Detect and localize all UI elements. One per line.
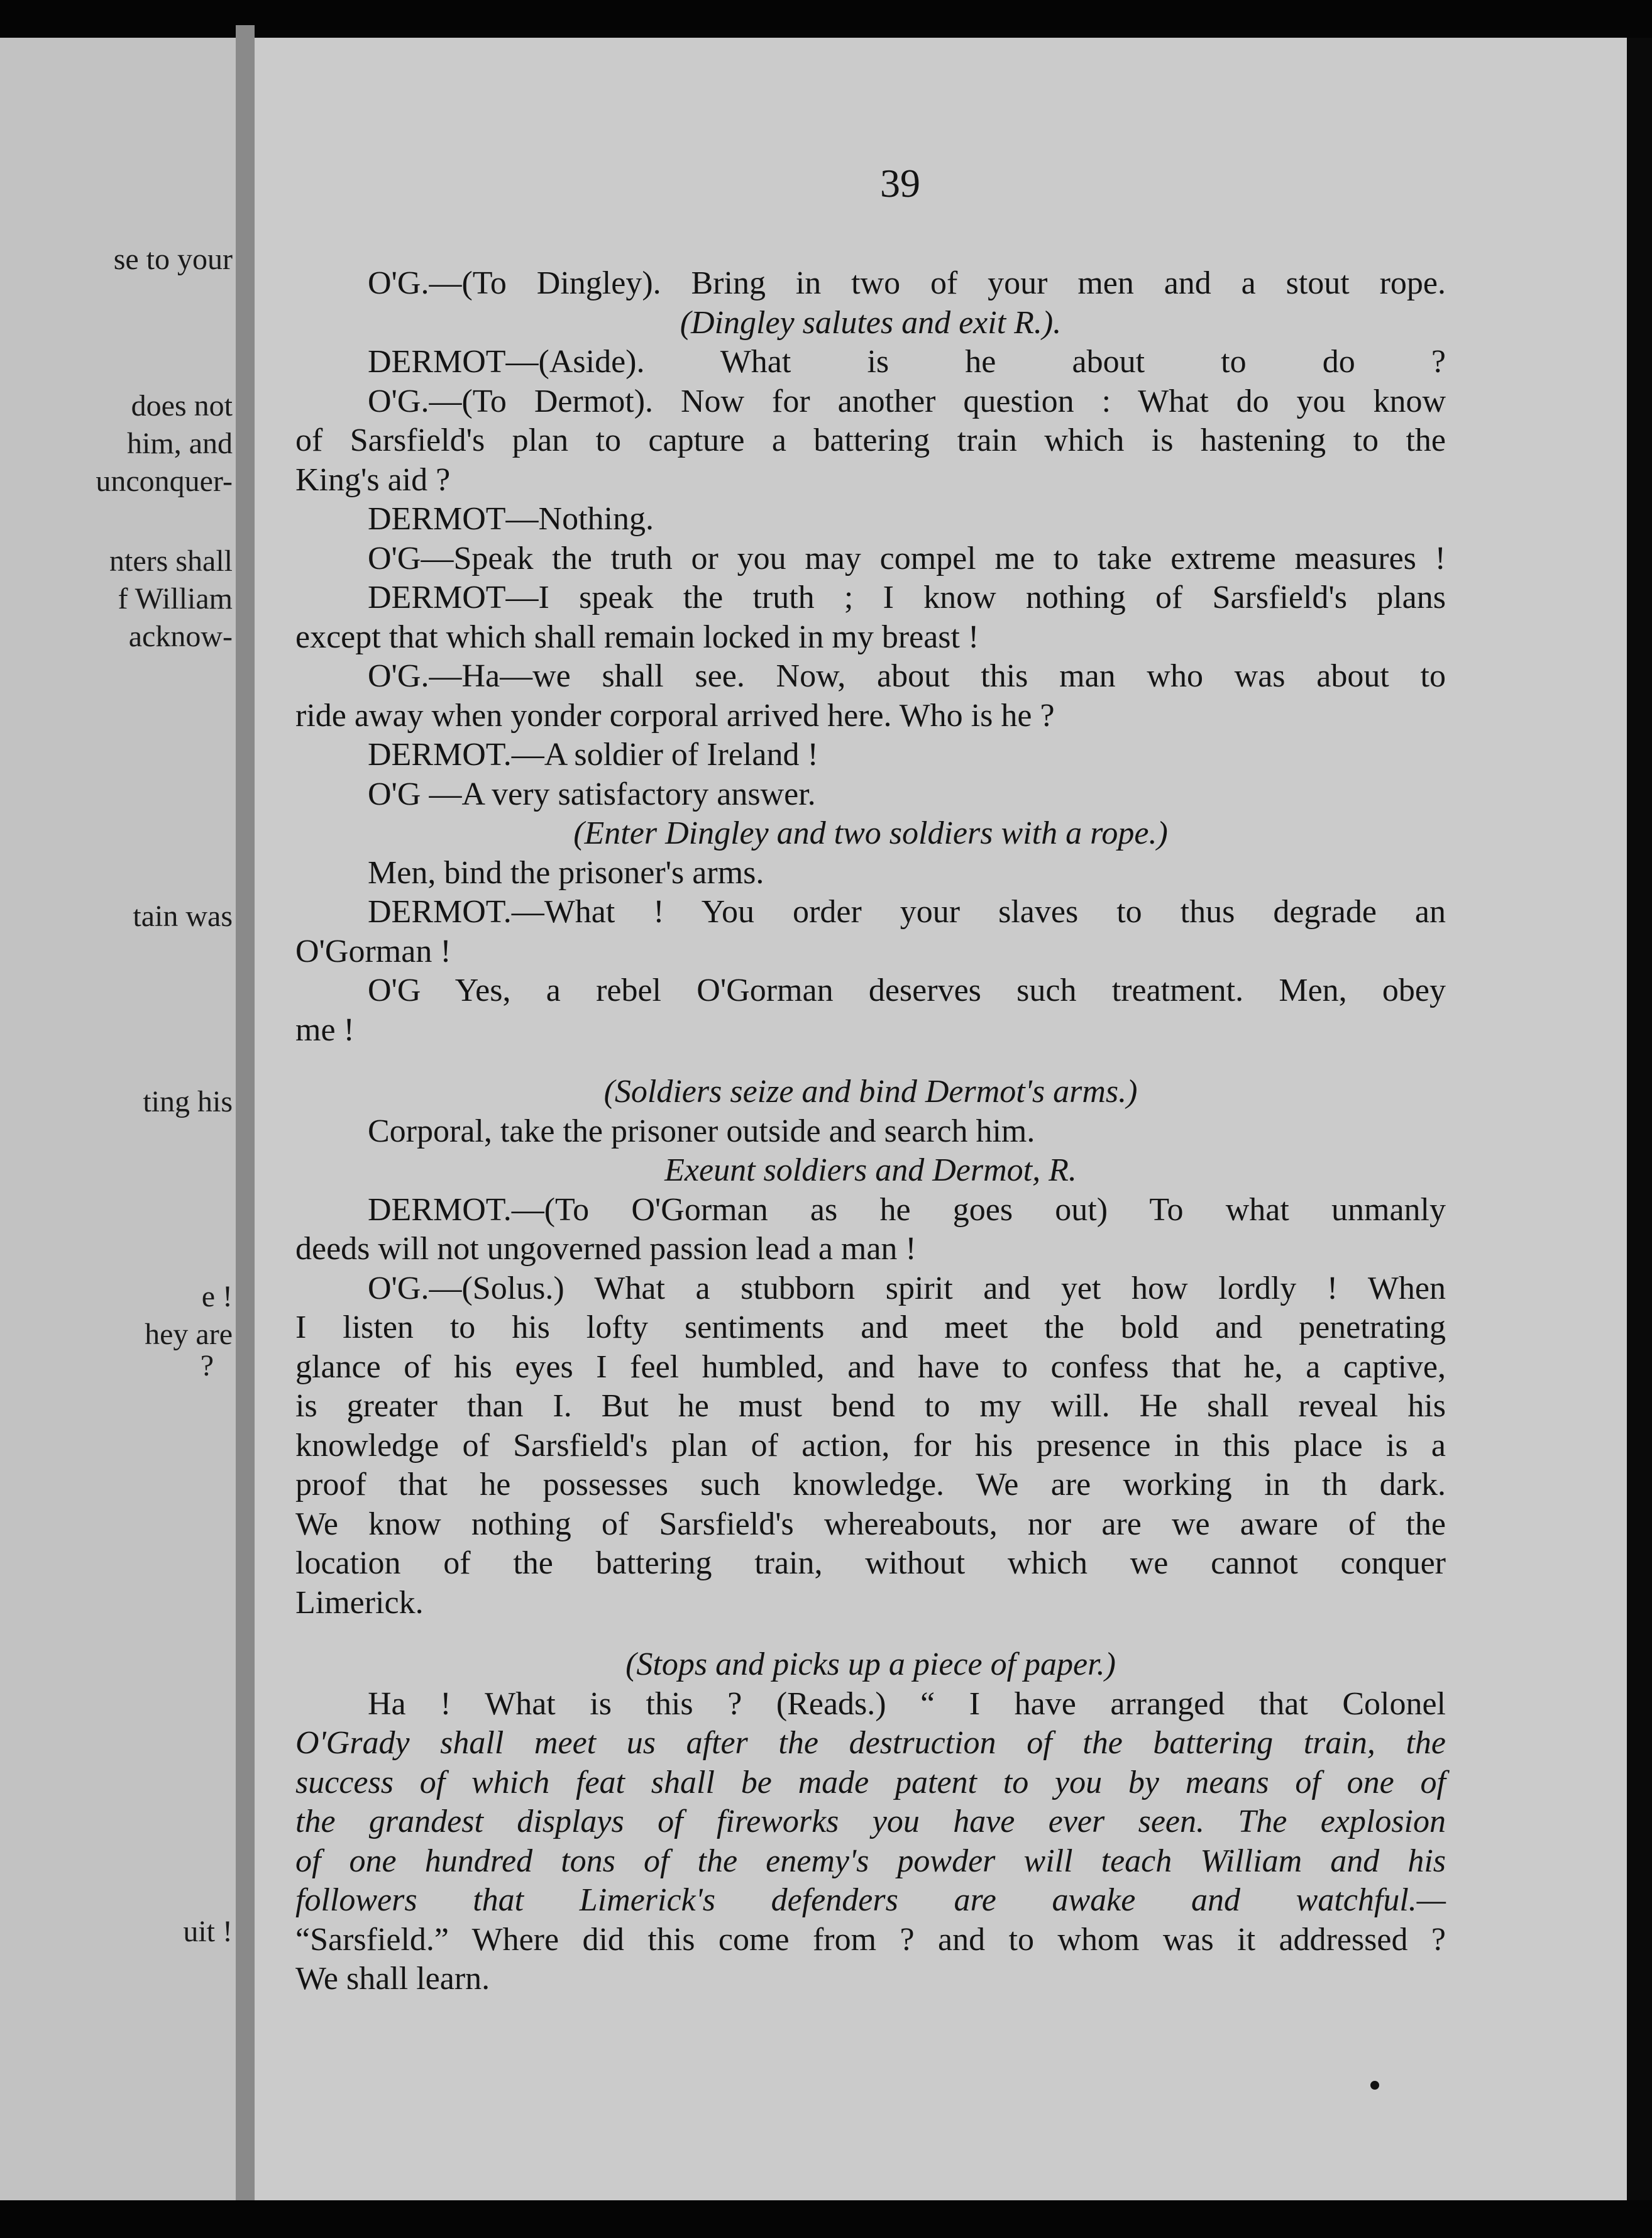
dialogue-line: We shall learn. xyxy=(295,1961,490,1997)
dialogue-line: DERMOT—(Aside). What is he about to do ? xyxy=(368,344,1446,380)
dialogue-line: Men, bind the prisoner's arms. xyxy=(368,854,764,891)
facing-text-fragment: unconquer- xyxy=(96,465,233,498)
dialogue-line: DERMOT—I speak the truth ; I know nothing of Sarsfield's plans xyxy=(368,580,1446,615)
dialogue-line: DERMOT—Nothing. xyxy=(368,501,654,537)
letter-text: the grandest displays of fireworks you have ever seen. The explosion xyxy=(295,1804,1446,1839)
facing-text-fragment: se to your xyxy=(113,243,233,276)
dialogue-line: King's aid ? xyxy=(295,461,451,498)
facing-text-fragment: nters shall xyxy=(109,544,233,578)
dialogue-line: of Sarsfield's plan to capture a battering train which is hastening to the xyxy=(295,422,1446,458)
dialogue-line: I listen to his lofty sentiments and meet the bold and penetrating xyxy=(295,1309,1446,1345)
stage-direction: (Enter Dingley and two soldiers with a rope.) xyxy=(573,815,1168,851)
dialogue-line: glance of his eyes I feel humbled, and have to confess that he, a captive, xyxy=(295,1348,1446,1385)
facing-text-fragment: uit ! xyxy=(183,1915,233,1948)
facing-page-fragment xyxy=(0,38,236,2200)
dialogue-line: O'G Yes, a rebel O'Gorman deserves such treatment. Men, obey xyxy=(368,973,1446,1008)
dialogue-line: location of the battering train, without which we cannot conquer xyxy=(295,1545,1446,1581)
stage-direction: Exeunt soldiers and Dermot, R. xyxy=(664,1152,1077,1188)
letter-text: followers that Limerick's defenders are awake and watchful.— xyxy=(295,1882,1446,1918)
dialogue-line: Limerick. xyxy=(295,1584,424,1621)
ink-spot xyxy=(1370,2081,1379,2090)
page-number: 39 xyxy=(880,161,920,206)
letter-text: success of which feat shall be made patent to you by means of one of xyxy=(295,1764,1446,1800)
dialogue-line: is greater than I. But he must bend to my will. He shall reveal his xyxy=(295,1388,1446,1424)
dialogue-line: Ha ! What is this ? (Reads.) “ I have arranged that Colonel xyxy=(368,1685,1446,1722)
facing-text-fragment: e ! xyxy=(201,1280,233,1313)
dialogue-line: me ! xyxy=(295,1012,355,1048)
dialogue-line: O'G.—(To Dermot). Now for another question : What do you know xyxy=(368,383,1446,419)
dialogue-line: O'G —A very satisfactory answer. xyxy=(368,776,816,812)
facing-text-fragment: f William xyxy=(118,582,233,615)
facing-text-fragment: tain was xyxy=(133,900,233,933)
dialogue-line: Corporal, take the prisoner outside and search him. xyxy=(368,1113,1035,1149)
stage-direction: (Dingley salutes and exit R.). xyxy=(680,304,1062,341)
scan-edge xyxy=(1627,38,1652,2200)
stage-direction: (Soldiers seize and bind Dermot's arms.) xyxy=(603,1074,1138,1110)
dialogue-line: O'G.—(Solus.) What a stubborn spirit and yet how lordly ! When xyxy=(368,1270,1446,1306)
facing-text-fragment: ting his xyxy=(143,1085,233,1118)
dialogue-line: ride away when yonder corporal arrived here. Who is he ? xyxy=(295,697,1055,734)
letter-text: O'Grady shall meet us after the destruction of the battering train, the xyxy=(295,1725,1446,1761)
dialogue-line: O'G.—Ha—we shall see. Now, about this man who was about to xyxy=(368,658,1446,694)
facing-text-fragment: ? xyxy=(200,1349,214,1382)
facing-text-fragment: hey are xyxy=(145,1318,233,1351)
dialogue-line: deeds will not ungoverned passion lead a man ! xyxy=(295,1231,917,1267)
facing-text-fragment: him, and xyxy=(127,427,233,460)
dialogue-line: proof that he possesses such knowledge. We are working in th dark. xyxy=(295,1467,1446,1502)
dialogue-line: “Sarsfield.” Where did this come from ? and to whom was it addressed ? xyxy=(295,1921,1446,1958)
dialogue-line: O'G—Speak the truth or you may compel me to take extreme measures ! xyxy=(368,540,1446,576)
dialogue-line: DERMOT.—(To O'Gorman as he goes out) To what unmanly xyxy=(368,1191,1446,1228)
dialogue-line: except that which shall remain locked in my breast ! xyxy=(295,619,979,655)
dialogue-line: We know nothing of Sarsfield's whereabouts, nor are we aware of the xyxy=(295,1506,1446,1542)
binding-gutter xyxy=(236,25,255,2200)
dialogue-line: knowledge of Sarsfield's plan of action, for his presence in this place is a xyxy=(295,1427,1446,1464)
dialogue-line: DERMOT.—A soldier of Ireland ! xyxy=(368,737,818,773)
stage-direction: (Stops and picks up a piece of paper.) xyxy=(625,1646,1116,1682)
letter-text: of one hundred tons of the enemy's powder will teach William and his xyxy=(295,1843,1446,1879)
dialogue-line: DERMOT.—What ! You order your slaves to thus degrade an xyxy=(368,894,1446,930)
page-body xyxy=(295,264,1446,1999)
facing-text-fragment: acknow- xyxy=(128,620,233,653)
facing-text-fragment: does not xyxy=(131,389,233,422)
dialogue-line: O'G.—(To Dingley). Bring in two of your men and a stout rope. xyxy=(368,265,1446,301)
dialogue-line: O'Gorman ! xyxy=(295,933,451,969)
